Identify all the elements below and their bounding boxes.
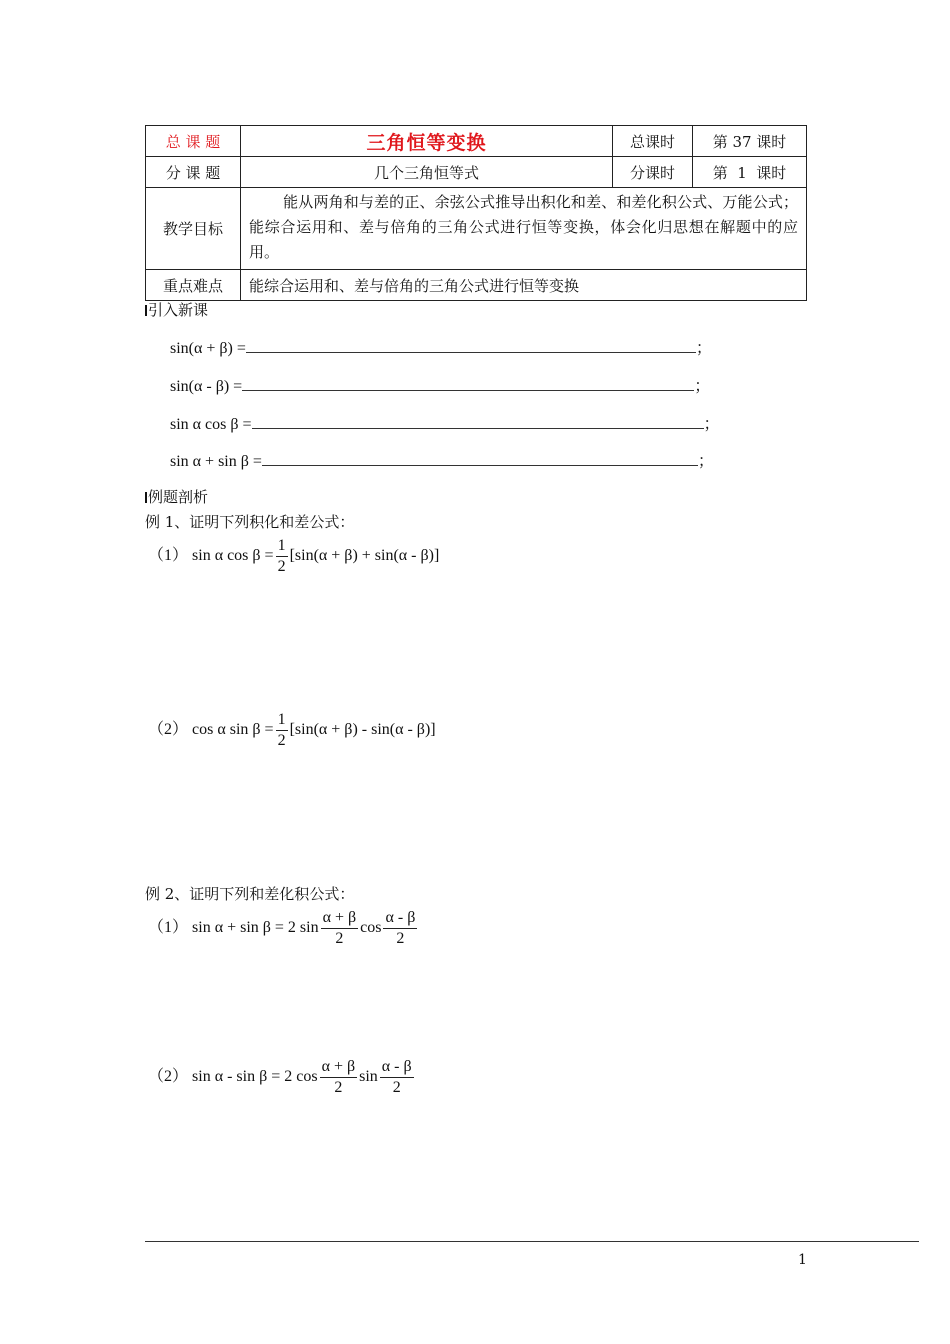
formula-lhs: sin α cos β =	[192, 547, 274, 565]
part-number: （1）	[148, 547, 189, 565]
formula-mid: cos	[360, 919, 382, 937]
part-number: （2）	[148, 1068, 189, 1086]
formula-lhs: sin α + sin β =	[170, 453, 262, 470]
example1-part1	[148, 536, 439, 577]
formula-end: ；	[697, 453, 714, 470]
total-hours-label: 总课时	[613, 126, 693, 157]
footer-divider	[145, 1241, 919, 1242]
fraction-numerator: 1	[276, 710, 288, 731]
lesson-header-table	[145, 125, 807, 301]
formula-end: ；	[694, 378, 711, 395]
formula-lhs: sin α - sin β = 2 cos	[192, 1068, 318, 1086]
examples-heading	[145, 486, 208, 507]
fraction	[320, 1057, 358, 1098]
sub-hours-label: 分课时	[613, 157, 693, 188]
formula-lhs: sin(α - β) =	[170, 378, 243, 395]
fraction-denominator: 2	[277, 558, 286, 575]
part-number: （2）	[148, 721, 189, 739]
example1-part2	[148, 710, 436, 751]
sub-topic-title: 几个三角恒等式	[241, 157, 613, 188]
formula-lhs: sin α + sin β = 2 sin	[192, 919, 319, 937]
fraction-denominator: 2	[396, 930, 405, 947]
formula-lhs: sin(α + β) =	[170, 340, 246, 357]
intro-heading-text: 引入新课	[148, 301, 209, 319]
fill-blank[interactable]	[242, 376, 694, 391]
fraction	[380, 1057, 414, 1098]
key-points-text: 能综合运用和、差与倍角的三角公式进行恒等变换	[241, 270, 807, 301]
intro-formula-2	[170, 373, 710, 396]
fill-blank[interactable]	[262, 451, 698, 466]
fraction-numerator: α + β	[320, 1057, 358, 1078]
example1-title: 例 1、证明下列积化和差公式：	[145, 513, 355, 531]
intro-formula-1	[170, 335, 712, 358]
intro-formula-3	[170, 411, 720, 434]
formula-rhs: [sin(α + β) - sin(α - β)]	[289, 721, 436, 739]
fill-blank[interactable]	[252, 414, 704, 429]
intro-heading	[145, 299, 208, 320]
key-points-label: 重点难点	[146, 270, 241, 301]
formula-lhs: cos α sin β =	[192, 721, 274, 739]
page-number: 1	[798, 1252, 807, 1268]
teaching-goal-cell	[241, 188, 807, 270]
example2-part1	[148, 908, 419, 949]
formula-end: ；	[695, 340, 712, 357]
sub-hours-value: 第 1 课时	[693, 157, 807, 188]
example2-part2	[148, 1057, 416, 1098]
examples-heading-text: 例题剖析	[148, 488, 209, 506]
fraction-denominator: 2	[335, 930, 344, 947]
teaching-goal-label: 教学目标	[146, 188, 241, 270]
fraction-numerator: α - β	[380, 1057, 414, 1078]
sub-topic-label: 分 课 题	[146, 157, 241, 188]
teaching-goal-text: 能从两角和与差的正、余弦公式推导出积化和差、和差化积公式、万能公式；能综合运用和、差与倍角的三角公式进行恒等变换，体会化归思想在解题中的应用。	[249, 193, 798, 261]
fraction	[276, 710, 288, 751]
intro-formula-4	[170, 448, 714, 471]
formula-mid: sin	[359, 1068, 378, 1086]
fraction-numerator: 1	[276, 536, 288, 557]
part-number: （1）	[148, 919, 189, 937]
fraction	[383, 908, 417, 949]
formula-end: ；	[703, 416, 720, 433]
heading-marker	[145, 492, 147, 503]
main-topic-label: 总 课 题	[146, 126, 241, 157]
formula-lhs: sin α cos β =	[170, 416, 252, 433]
fraction-numerator: α + β	[321, 908, 359, 929]
fraction-numerator: α - β	[383, 908, 417, 929]
fraction-denominator: 2	[334, 1079, 343, 1096]
heading-marker	[145, 305, 147, 316]
main-topic-title: 三角恒等变换	[241, 126, 613, 157]
example2-title: 例 2、证明下列和差化积公式：	[145, 885, 355, 903]
fraction-denominator: 2	[392, 1079, 401, 1096]
fraction	[321, 908, 359, 949]
fill-blank[interactable]	[246, 338, 696, 353]
formula-rhs: [sin(α + β) + sin(α - β)]	[289, 547, 440, 565]
total-hours-value: 第 37 课时	[693, 126, 807, 157]
fraction	[276, 536, 288, 577]
fraction-denominator: 2	[277, 732, 286, 749]
